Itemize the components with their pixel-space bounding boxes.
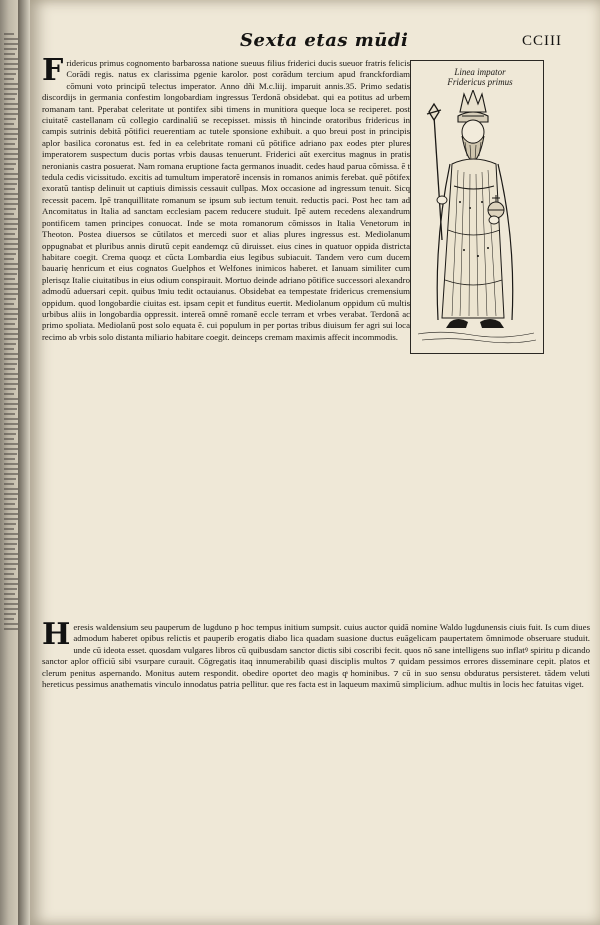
facing-page-line [4, 503, 15, 505]
facing-page-line [4, 298, 16, 300]
article-friderici-paragraph [42, 53, 410, 343]
facing-page-line [4, 258, 14, 260]
facing-page-line [4, 363, 17, 365]
facing-page-line [4, 408, 17, 410]
facing-page-line [4, 548, 15, 550]
facing-page-line [4, 118, 16, 120]
facing-page-line [4, 608, 18, 610]
facing-page-line [4, 613, 16, 615]
facing-page-line [4, 478, 16, 480]
facing-page-line [4, 483, 14, 485]
facing-page-line [4, 313, 19, 315]
facing-page-line [4, 223, 19, 225]
woodcut-caption [425, 67, 535, 87]
facing-page-line [4, 393, 14, 395]
facing-page-line [4, 138, 17, 140]
folio-number: CCIII [522, 33, 562, 49]
facing-page-line [4, 498, 17, 500]
facing-page-line [4, 188, 15, 190]
crown-icon [458, 90, 488, 122]
caption-line-1: Linea impator [454, 67, 506, 77]
facing-page-line [4, 593, 15, 595]
running-headline: Sexta etas mūdi [240, 30, 409, 51]
facing-page-line [4, 228, 17, 230]
facing-page-line [4, 358, 19, 360]
facing-page-line [4, 563, 18, 565]
facing-page-line [4, 428, 18, 430]
ground-icon [418, 332, 536, 343]
facing-page-line [4, 403, 19, 405]
facing-page-line [4, 168, 14, 170]
facing-page-line [4, 518, 18, 520]
facing-page-line [4, 528, 14, 530]
facing-page-line [4, 338, 18, 340]
facing-page-line [4, 78, 14, 80]
facing-page-line [4, 473, 18, 475]
facing-page-line [4, 183, 17, 185]
facing-page-line [4, 98, 15, 100]
facing-page-line [4, 133, 19, 135]
facing-page-line [4, 448, 19, 450]
facing-page-line [4, 203, 18, 205]
robe-icon [442, 159, 504, 318]
facing-page-line [4, 538, 19, 540]
facing-page-line [4, 213, 14, 215]
facing-page-line [4, 88, 19, 90]
facing-page-line [4, 318, 17, 320]
facing-page-line [4, 413, 15, 415]
facing-page-line [4, 543, 17, 545]
facing-page-line [4, 48, 17, 50]
facing-page-line [4, 208, 16, 210]
book-page [30, 0, 600, 925]
emperor-woodcut-illustration [412, 90, 540, 350]
facing-page-line [4, 583, 19, 585]
article-waldensium-paragraph [42, 617, 590, 690]
facing-page-line [4, 433, 16, 435]
facing-page-line [4, 438, 14, 440]
facing-page-line [4, 268, 19, 270]
facing-page-line [4, 588, 17, 590]
facing-page-line [4, 303, 14, 305]
facing-page-line [4, 343, 16, 345]
facing-page-line [4, 123, 14, 125]
facing-page-line [4, 453, 17, 455]
facing-page-line [4, 143, 15, 145]
facing-page-line [4, 348, 14, 350]
shoes-icon [446, 319, 504, 328]
facing-page-line [4, 178, 19, 180]
facing-page-line [4, 493, 19, 495]
caption-line-2: Fridericus primus [447, 77, 513, 87]
article-waldensium-text [42, 354, 590, 690]
facing-page-line [4, 388, 16, 390]
facing-page-line [4, 93, 17, 95]
facing-page-line [4, 523, 16, 525]
facing-page-line [4, 568, 16, 570]
facing-page-line [4, 458, 15, 460]
facing-page-line [4, 293, 18, 295]
facing-page-line [4, 158, 18, 160]
facing-page-line [4, 68, 18, 70]
dropcap-f: F [42, 53, 64, 88]
facing-page-line [4, 33, 14, 35]
facing-page-line [4, 618, 14, 620]
facing-page-line [4, 253, 16, 255]
dropcap-h: H [42, 617, 71, 652]
facing-page-line [4, 73, 16, 75]
facing-page-line [4, 278, 15, 280]
facing-page-line [4, 273, 17, 275]
sceptre-icon [427, 104, 442, 240]
facing-page-line [4, 43, 19, 45]
face-icon [462, 120, 484, 162]
facing-page-line [4, 368, 15, 370]
article-friderici-text [42, 53, 410, 343]
facing-page-line [4, 113, 18, 115]
facing-page-line [4, 248, 18, 250]
facing-page-line [4, 573, 14, 575]
facing-page-line [4, 628, 19, 630]
facing-page-line [4, 233, 15, 235]
facing-page-line [4, 163, 16, 165]
article-waldensium-body: eresis waldensium seu pauperum de lugduno p hoc tempus initium sumpsit. cuius auctor quidā nomine Waldo lugdunensis ciuis fuit. Is cum diues admodum haberet opibus relictis et pauperib erogatis diabo lica quadam suasione ductus euāgelicam paupertatem ōmnimode obseruare studuit. unde cū ideota esset. quosdam vulgares libros cū quibusdam sanctor dictis sibi coscribi fecit. quos nō sane intelligens suo inflatꝰ spiritu p dicando sanctor aplor officiū sibi vsurpare curauit. Cōgregatis itaq innumerabilib quasi disciplis multos ⁊ quidam pessimos errores disseminare cepit. platos et clerum penitus aspernando. Monitus autem respondit. obedire oportet deo magis qͣ hominibus. ⁊ cū in suo sensu obduratus persisteret. tādem veluti hereticus pessimus anathematis vinculo innodatus patria pellitur. que res facta est in laqueum maximū simplicium. adhuc multis in locis hec fatuitas viget. [42, 622, 590, 690]
facing-page-line [4, 323, 15, 325]
facing-page-line [4, 53, 15, 55]
article-friderici-body: ridericus primus cognomento barbarossa natione sueuus filius friderici ducis sueuor fratris felicis Corādi regis. natus ex clarissima pgenie karolor. post corādum tercium apud franckfordiam cōmuni voto principū telectus imperator. Anno dñi M.c.liij. imparuit annis.35. Primo sedatis discordijs in germania confestim longobardiam ingressus Terdonā obsidebat. qui ea potitus ad urbem romanam tant. Pperabat celeritate ut pontifex sibi timens in munitiora queque loca se reciperet. post ciuitatē castellanam cū collegio cardinaliū se recepisset. missis tñ hincinde oratoribus fridericus in campis sutrinis debitā pōtifici reuerentiam ac tutele sponsione exhibuit. a quo breui post in principis aplor basilica coronatus est. fed in ea celebritate romani cū pōtifice adriano pax eodes pter plures imperatorem suspectum ducis portas vrbis dausas tenuerunt. Friderici aūt exercitus magnus in pratis neronianis castra posuerat. Nam romana eruptione facta germanos inuadit. cedes haud parua cōmissa. ē t tedula cedis vicissitudo. excitis ad tumultum imperatorẽ incensis in romanos animis ferebat. quē pōtifex exoratū tantisp delinuit ut captiuis dimissis cessauit cullpas. Mox occasione ad ingressum tenuit. Sicq recessit pacem. Ipē tranquillitate romanum se ipsum sub iectum tenuit. reductis paci. Post hec tam ad Ancomitatus in Italia ad sanctam ecclesiam pacem reducere studuit. Ipē autem recedens alexandrum pontificem tamen principes conuocat. Inde se mota romanorum cōmissos in Italia Venetorum in Theoton. Postea diuersos se cūtilatos et mercedi suor et alias plures ingressus est. Mediolanum oppugnabat et pluribus annis dirutū cepit eandemqz cū diruisset. eius cines in quatuor oppida districta habitare coegit. Crema quoqz et cūcta Lombardia eius legibus subiacuit. Tandem vero cum ducem bauarię henricum et eius cognatos Guelphos et Welfones inimicos haberet. et Ianuam similiter cum plerisqz Italie ciuitatibus in eius odium conspirauit. Mortuo deinde adriano pōtifice successori alexandro admodū aduersari cepit. quibus īmiu tedit octauianus. Obsidebat ea tempestate fridericus cremensium oppidum. quod longobardie ciuitas est. ipsam cepit et funditus euertit. Mediolanum oppidum cū multis urbibus aliis in longobardia oppressit. intereā omnē romanē eccle terram et vrbes verabat. Terdonā ac primo spoliata. Mediolanū post solo equata ē. cui populum in per portas tribus diuisum fer agri sui loca recimo ab vrbis solo distanta miliario habitare coegit. deinceps cremam maximis affecit incommodis. [42, 58, 410, 342]
facing-page-line [4, 383, 18, 385]
